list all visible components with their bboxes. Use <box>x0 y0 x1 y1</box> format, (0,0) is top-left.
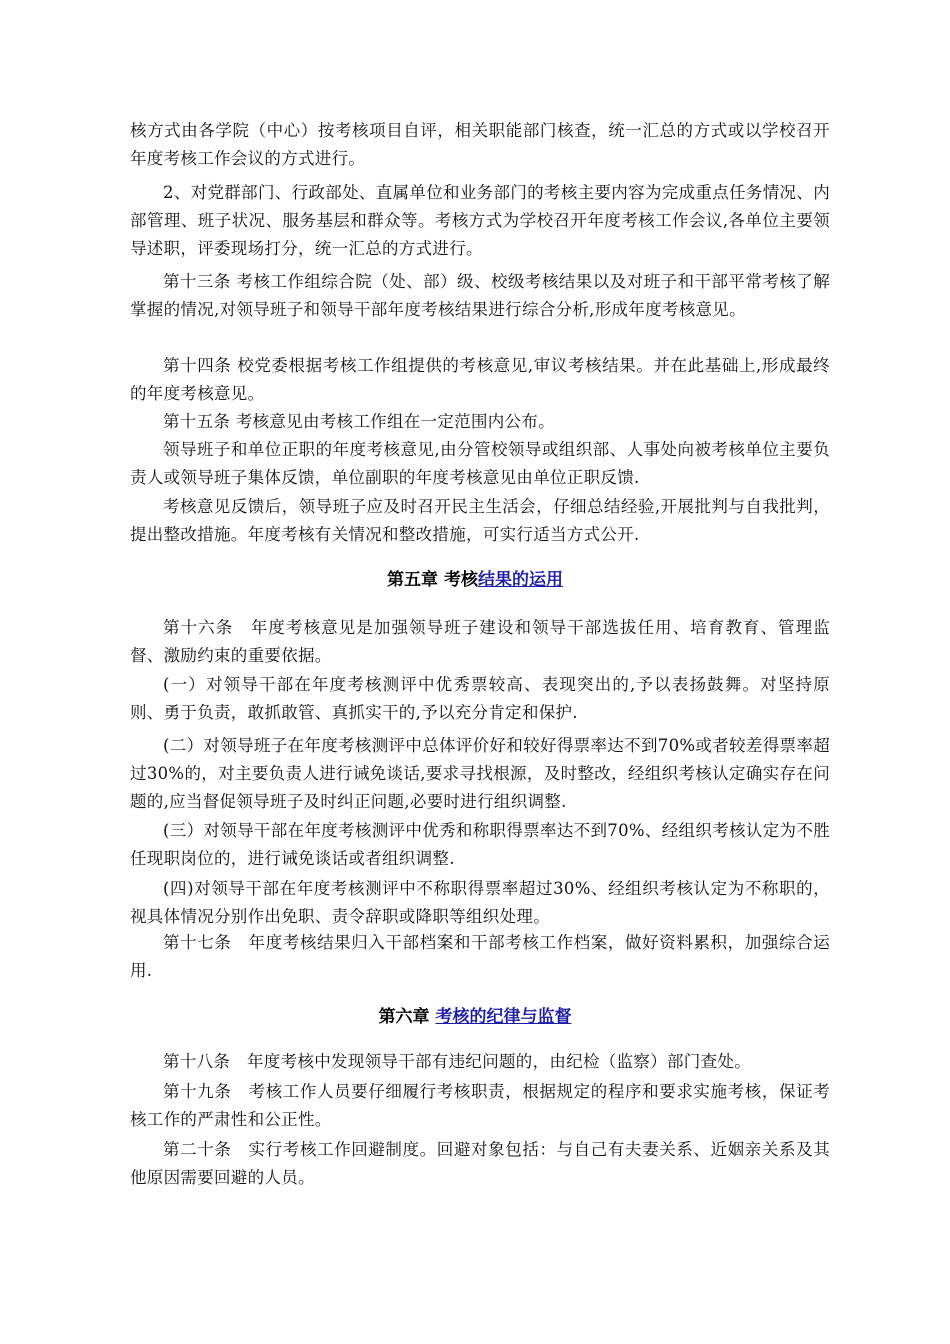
paragraph: 2、对党群部门、行政部处、直属单位和业务部门的考核主要内容为完成重点任务情况、内部管理、班子状况、服务基层和群众等。考核方式为学校召开年度考核工作会议,各单位主要领导述职，评委现场打分，统一汇总的方式进行。 <box>130 183 830 258</box>
chapter-6-heading <box>0 1005 950 1029</box>
chapter-6-link[interactable]: 考核的纪律与监督 <box>435 1007 572 1027</box>
paragraph: 第十五条 考核意见由考核工作组在一定范围内公布。 <box>163 412 555 431</box>
chapter-5-heading <box>0 568 950 592</box>
paragraph: 第十三条 考核工作组综合院（处、部）级、校级考核结果以及对班子和干部平常考核了解掌握的情况,对领导班子和领导干部年度考核结果进行综合分析,形成年度考核意见。 <box>130 272 830 319</box>
paragraph: 第十七条 年度考核结果归入干部档案和干部考核工作档案，做好资料累积，加强综合运用. <box>130 933 830 980</box>
paragraph: (二）对领导班子在年度考核测评中总体评价好和较好得票率达不到70%或者较差得票率超过30%的，对主要负责人进行诫免谈话,要求寻找根源，及时整改，经组织考核认定确实存在问题的,应当督促领导班子及时纠正问题,必要时进行组织调整. <box>130 736 830 811</box>
chapter-5-prefix: 第五章 考核 <box>387 570 478 590</box>
chapter-5-link[interactable]: 结果的运用 <box>477 570 563 590</box>
paragraph: 领导班子和单位正职的年度考核意见,由分管校领导或组织部、人事处向被考核单位主要负责人或领导班子集体反馈，单位副职的年度考核意见由单位正职反馈. <box>130 440 830 487</box>
paragraph: 考核意见反馈后，领导班子应及时召开民主生活会，仔细总结经验,开展批判与自我批判，提出整改措施。年度考核有关情况和整改措施，可实行适当方式公开. <box>130 497 830 544</box>
paragraph: 核方式由各学院（中心）按考核项目自评，相关职能部门核查，统一汇总的方式或以学校召开年度考核工作会议的方式进行。 <box>130 121 830 168</box>
paragraph: 第十九条 考核工作人员要仔细履行考核职责，根据规定的程序和要求实施考核，保证考核工作的严肃性和公正性。 <box>130 1082 830 1129</box>
paragraph: (三）对领导干部在年度考核测评中优秀和称职得票率达不到70%、经组织考核认定为不胜任现职岗位的，进行诫免谈话或者组织调整. <box>130 821 830 868</box>
paragraph: (一）对领导干部在年度考核测评中优秀票较高、表现突出的,予以表扬鼓舞。对坚持原则、勇于负责，敢抓敢管、真抓实干的,予以充分肯定和保护. <box>130 675 830 722</box>
paragraph: 第十八条 年度考核中发现领导干部有违纪问题的，由纪检（监察）部门查处。 <box>163 1052 751 1071</box>
paragraph: 第二十条 实行考核工作回避制度。回避对象包括：与自己有夫妻关系、近姻亲关系及其他原因需要回避的人员。 <box>130 1140 830 1187</box>
paragraph: 第十六条 年度考核意见是加强领导班子建设和领导干部选拔任用、培育教育、管理监督、激励约束的重要依据。 <box>130 618 830 665</box>
chapter-6-prefix: 第六章 <box>378 1007 436 1027</box>
paragraph: 第十四条 校党委根据考核工作组提供的考核意见,审议考核结果。并在此基础上,形成最终的年度考核意见。 <box>130 356 830 403</box>
paragraph: (四)对领导干部在年度考核测评中不称职得票率超过30%、经组织考核认定为不称职的，视具体情况分别作出免职、责令辞职或降职等组织处理。 <box>130 879 830 926</box>
